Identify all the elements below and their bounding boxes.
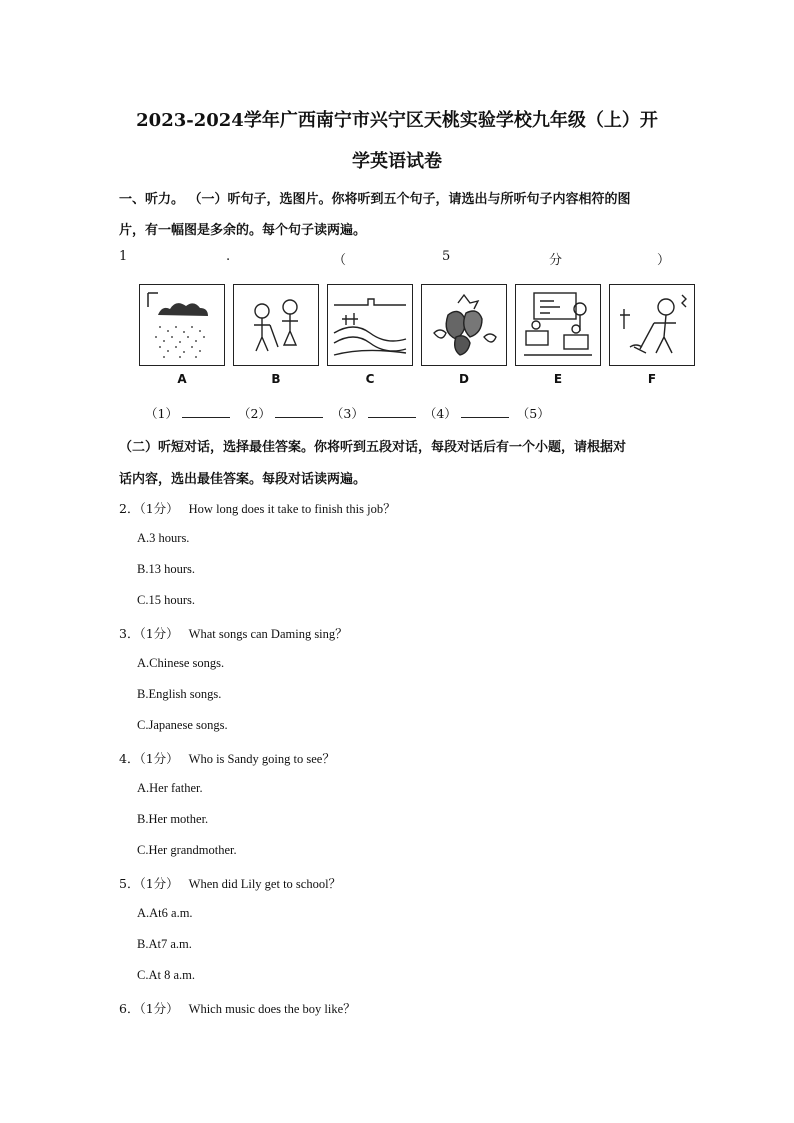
picture-b-label: B <box>271 372 281 386</box>
picture-row <box>137 284 693 394</box>
q2-option-b: B.13 hours. <box>137 562 195 576</box>
blank-label-3: （3） <box>330 406 364 421</box>
question-4 <box>119 749 335 767</box>
two-children-icon <box>234 285 318 365</box>
q4-option-c: C.Her grandmother. <box>137 843 237 857</box>
question-6 <box>119 999 356 1017</box>
q1-points: 5 <box>442 249 451 264</box>
question-4-number: 4．（1分） <box>119 751 179 766</box>
blank-label-1: （1） <box>145 406 178 421</box>
q5-option-a: A.At6 a.m. <box>137 906 193 920</box>
section1-intro-line-2: 片，有一幅图是多余的。每个句子读两遍。 <box>119 223 367 238</box>
blank-label-5: （5） <box>516 406 550 421</box>
boy-cleaning-icon <box>610 285 694 365</box>
question-2-number: 2．（1分） <box>119 501 179 516</box>
q1-close-paren: ） <box>657 253 671 268</box>
question-4-text: Who is Sandy going to see？ <box>188 752 335 766</box>
picture-a <box>139 284 225 366</box>
q5-option-c: C.At 8 a.m. <box>137 968 195 982</box>
picture-b <box>233 284 319 366</box>
section1-intro-line-1: 一、听力。 （一）听句子，选图片。你将听到五个句子，请选出与所听句子内容相符的图 <box>119 192 631 207</box>
picture-d-label: D <box>459 372 469 386</box>
rain-cloud-icon <box>140 285 224 365</box>
q3-option-b: B.English songs. <box>137 687 222 701</box>
picture-f-label: F <box>647 372 657 386</box>
question-6-text: Which music does the boy like？ <box>188 1002 356 1016</box>
answer-blank-3[interactable] <box>368 405 416 418</box>
q5-option-b: B.At7 a.m. <box>137 937 192 951</box>
picture-a-label: A <box>177 372 187 386</box>
question-2 <box>119 499 396 517</box>
q2-option-a: A.3 hours. <box>137 531 190 545</box>
q1-points-unit: 分 <box>549 253 563 268</box>
section2-intro-line-2: 话内容，选出最佳答案。每段对话读两遍。 <box>119 472 367 487</box>
blank-label-2: （2） <box>237 406 271 421</box>
question-3-text: What songs can Daming sing？ <box>188 627 348 641</box>
answer-blank-2[interactable] <box>275 405 323 418</box>
exam-title-line-1: 2023-2024学年广西南宁市兴宁区天桃实验学校九年级（上）开 <box>136 110 658 131</box>
answer-blank-1[interactable] <box>182 405 230 418</box>
question-6-number: 6．（1分） <box>119 1001 179 1016</box>
question-2-text: How long does it take to finish this job？ <box>188 502 396 516</box>
question-5 <box>119 874 341 892</box>
exam-title-line-2: 学英语试卷 <box>352 151 442 172</box>
strawberries-icon <box>422 285 506 365</box>
picture-e <box>515 284 601 366</box>
picture-f <box>609 284 695 366</box>
q4-option-a: A.Her father. <box>137 781 203 795</box>
picture-c-label: C <box>365 372 375 386</box>
blank-label-4: （4） <box>423 406 457 421</box>
picture-e-label: E <box>553 372 563 386</box>
question-5-text: When did Lily get to school？ <box>188 877 342 891</box>
q1-open-paren: （ <box>333 253 347 268</box>
q1-answer-blanks <box>145 404 550 422</box>
answer-blank-4[interactable] <box>461 405 509 418</box>
q4-option-b: B.Her mother. <box>137 812 209 826</box>
question-3 <box>119 624 348 642</box>
picture-c <box>327 284 413 366</box>
q2-option-c: C.15 hours. <box>137 593 195 607</box>
q1-dot: . <box>226 249 231 264</box>
q3-option-c: C.Japanese songs. <box>137 718 228 732</box>
classroom-icon <box>516 285 600 365</box>
picture-d <box>421 284 507 366</box>
question-5-number: 5．（1分） <box>119 876 179 891</box>
great-wall-icon <box>328 285 412 365</box>
q3-option-a: A.Chinese songs. <box>137 656 225 670</box>
q1-number: 1 <box>119 249 128 264</box>
question-3-number: 3．（1分） <box>119 626 179 641</box>
section2-intro-line-1: （二）听短对话，选择最佳答案。你将听到五段对话，每段对话后有一个小题，请根据对 <box>119 440 627 455</box>
